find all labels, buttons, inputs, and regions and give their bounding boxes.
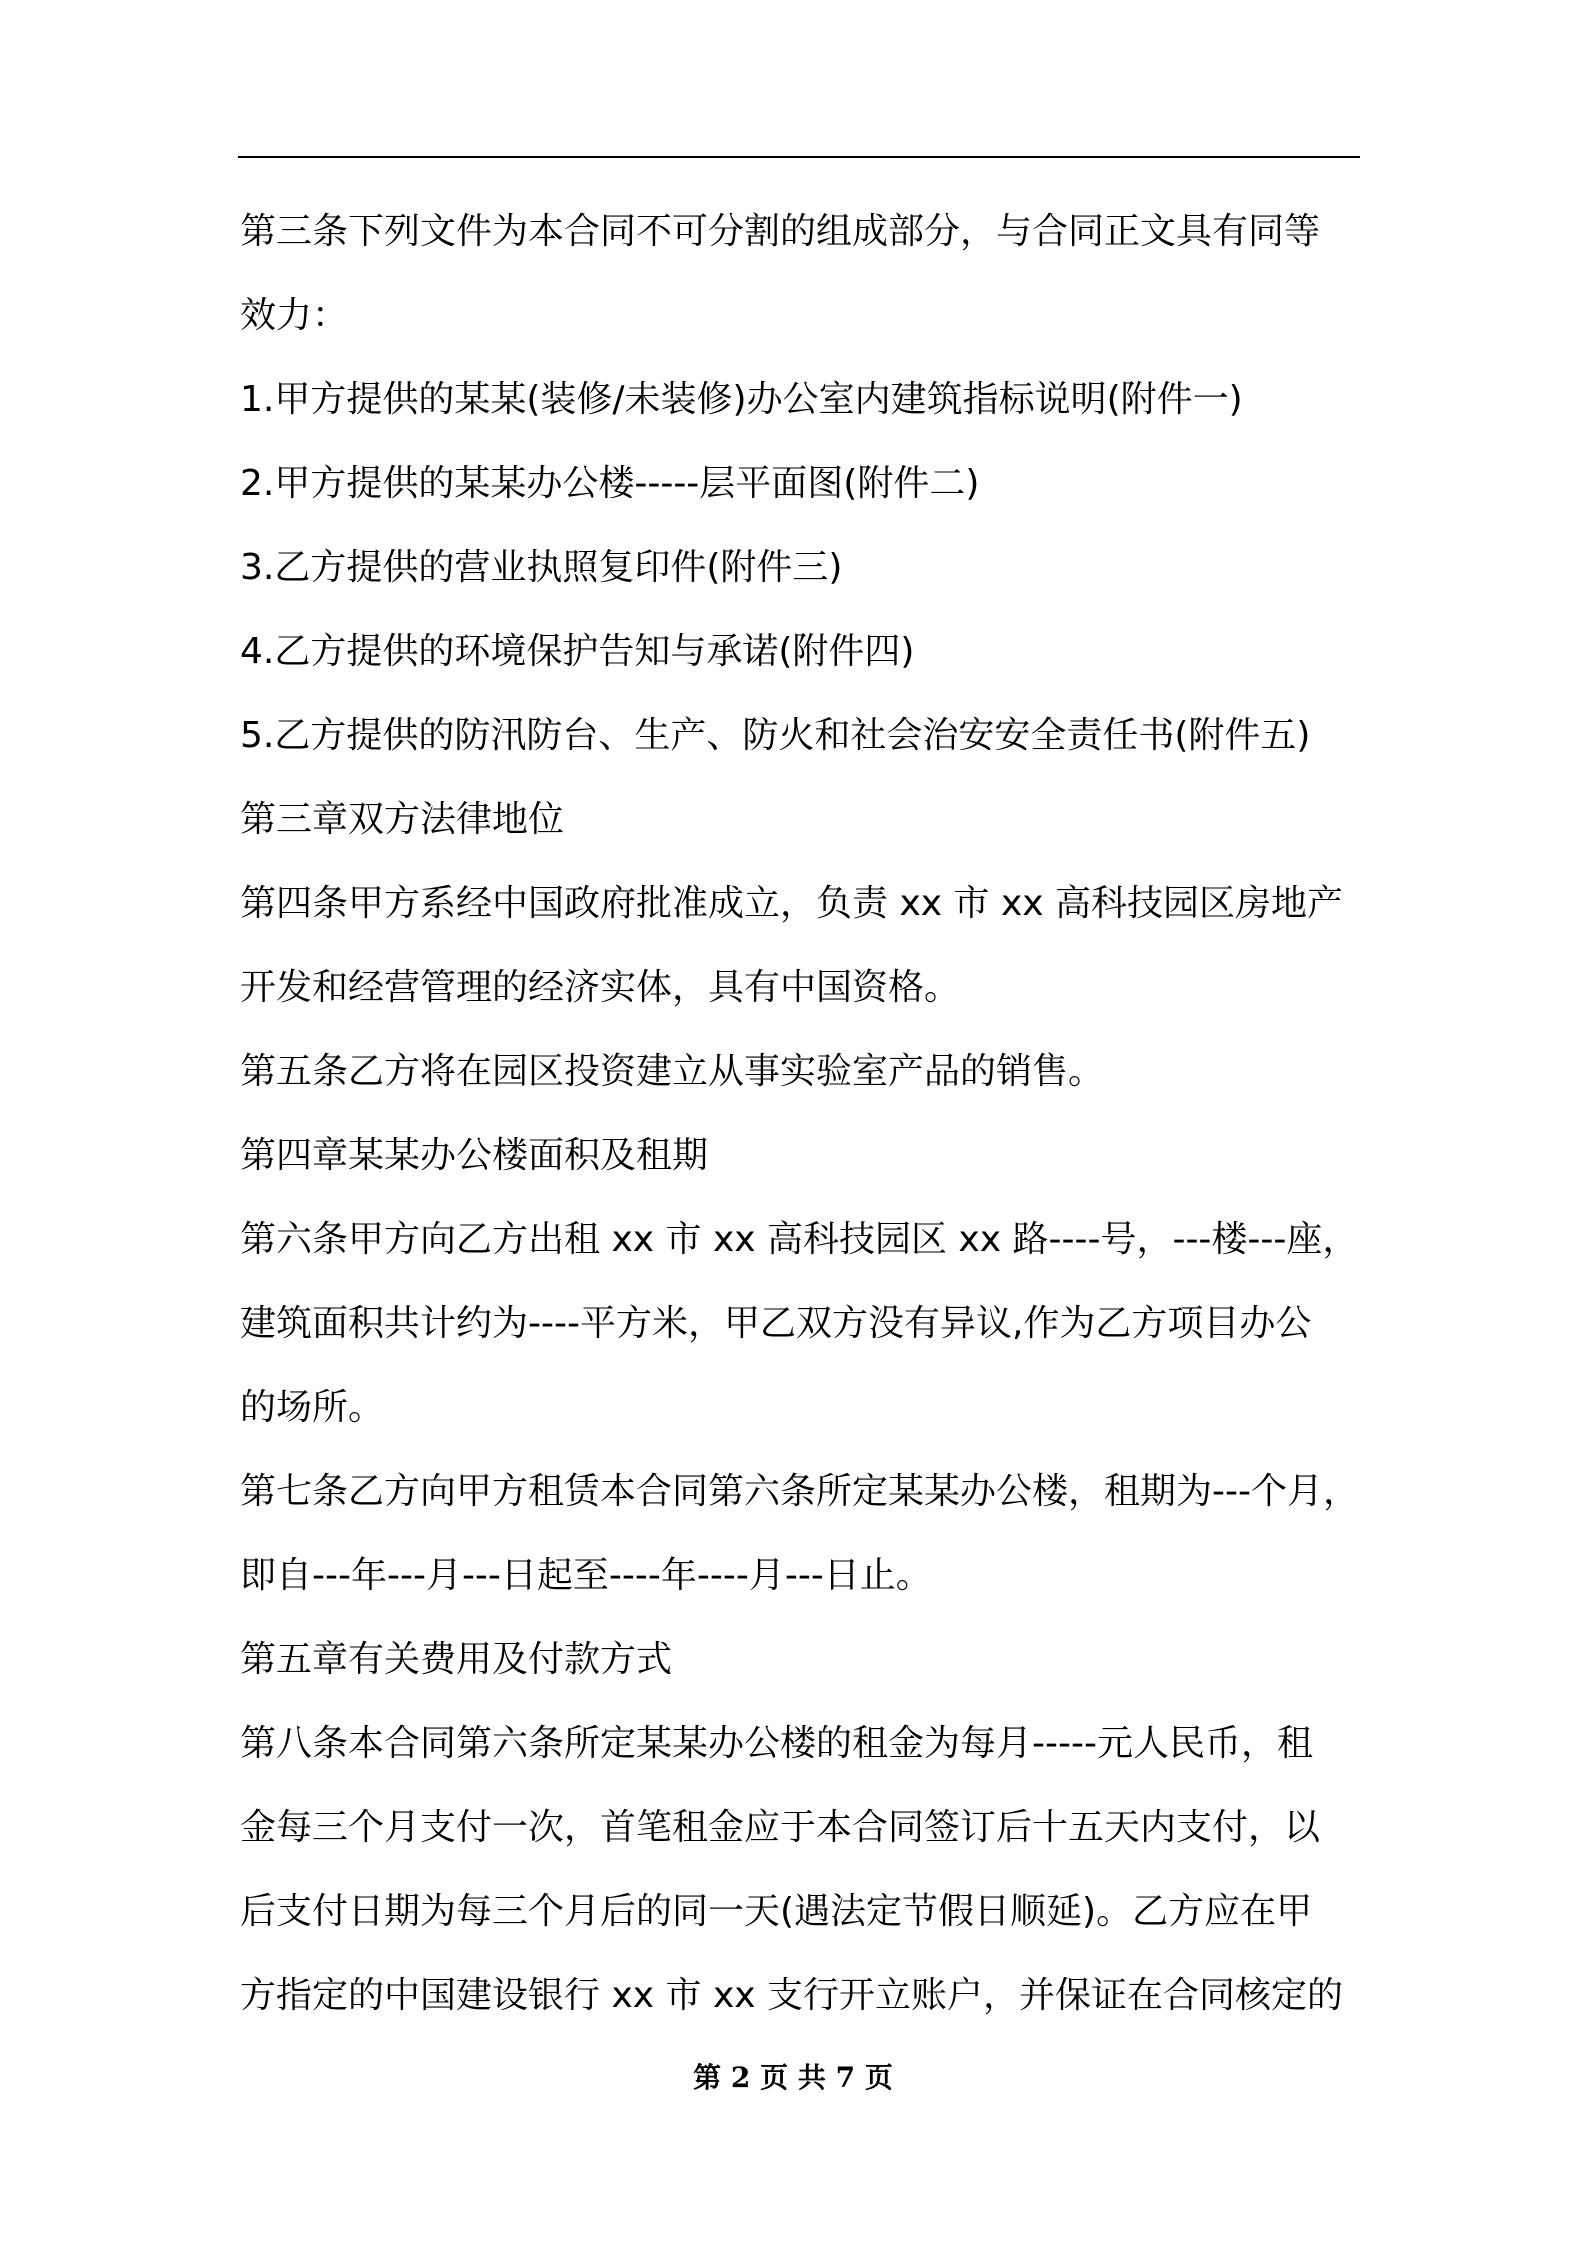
text-line: 后支付日期为每三个月后的同一天(遇法定节假日顺延)。乙方应在甲 xyxy=(240,1891,1313,1932)
header-rule xyxy=(238,156,1360,158)
text-line: 4.乙方提供的环境保护告知与承诺(附件四) xyxy=(240,631,915,672)
document-body xyxy=(240,196,1380,2044)
chapter-heading: 第三章双方法律地位 xyxy=(240,799,565,840)
text-line: 1.甲方提供的某某(装修/未装修)办公室内建筑指标说明(附件一) xyxy=(240,379,1243,420)
text-line: 第七条乙方向甲方租赁本合同第六条所定某某办公楼，租期为---个月， xyxy=(240,1471,1359,1512)
text-line: 第八条本合同第六条所定某某办公楼的租金为每月-----元人民币，租 xyxy=(240,1723,1313,1764)
text-line: 第六条甲方向乙方出租 xx 市 xx 高科技园区 xx 路----号，---楼---座， xyxy=(240,1219,1359,1260)
text-line: 第五条乙方将在园区投资建立从事实验室产品的销售。 xyxy=(240,1051,1105,1092)
text-line: 建筑面积共计约为----平方米，甲乙双方没有异议,作为乙方项目办公 xyxy=(240,1303,1312,1344)
text-line: 开发和经营管理的经济实体，具有中国资格。 xyxy=(240,967,961,1008)
chapter-heading: 第五章有关费用及付款方式 xyxy=(240,1639,673,1680)
text-line: 5.乙方提供的防汛防台、生产、防火和社会治安安全责任书(附件五) xyxy=(240,715,1311,756)
text-line: 方指定的中国建设银行 xx 市 xx 支行开立账户，并保证在合同核定的 xyxy=(240,1975,1343,2016)
text-line: 第四条甲方系经中国政府批准成立，负责 xx 市 xx 高科技园区房地产 xyxy=(240,883,1343,924)
text-line: 3.乙方提供的营业执照复印件(附件三) xyxy=(240,547,843,588)
page-number: 第 2 页 共 7 页 xyxy=(693,2061,893,2094)
text-line: 第三条下列文件为本合同不可分割的组成部分，与合同正文具有同等 xyxy=(240,211,1321,252)
text-line: 即自---年---月---日起至----年----月---日止。 xyxy=(240,1555,932,1596)
chapter-heading: 第四章某某办公楼面积及租期 xyxy=(240,1135,709,1176)
text-line: 效力： xyxy=(240,295,349,336)
text-line: 2.甲方提供的某某办公楼-----层平面图(附件二) xyxy=(240,463,980,504)
text-line: 的场所。 xyxy=(240,1387,385,1428)
text-line: 金每三个月支付一次，首笔租金应于本合同签订后十五天内支付，以 xyxy=(240,1807,1321,1848)
